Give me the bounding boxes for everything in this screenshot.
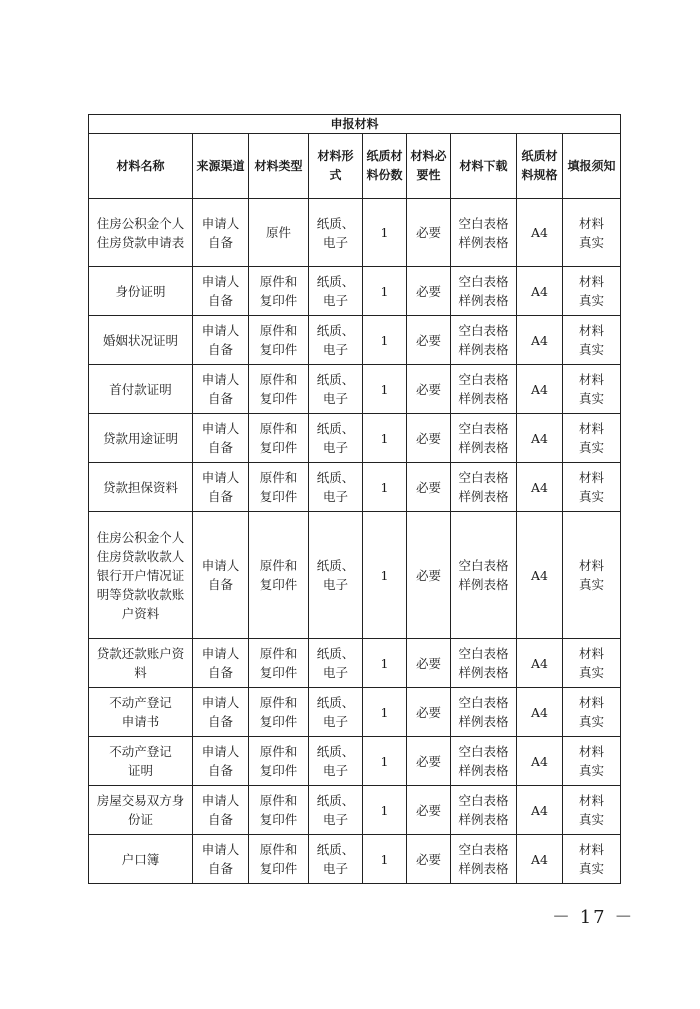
cell-line: 原件和 [259,646,298,661]
material-form-cell [309,688,363,737]
cell-line: 真实 [579,293,605,308]
header-line: 材料 [366,149,403,182]
cell-line: 身份证明 [115,283,166,299]
necessity-cell: 必要 [407,199,451,267]
paper-spec-cell: A4 [517,267,563,316]
material-type-cell [249,316,309,365]
header-line: 材料 [410,149,435,163]
header-line: 材料 [317,149,342,163]
header-line: 规格 [533,168,558,182]
table-body [89,199,621,884]
cell-line: 材料 [579,470,605,485]
cell-line: 原件和 [259,744,298,759]
table-caption: 申报材料 [89,115,621,134]
header-line: 类型 [278,158,303,173]
cell-line: 自备 [207,665,233,680]
cell-line: 申请人 [201,558,240,573]
cell-line: 复印件 [259,714,298,729]
cell-line: 申请人 [201,744,240,759]
cell-line: 样例表格 [458,861,509,876]
download-cell [451,737,517,786]
source-cell [193,639,249,688]
header-line: 材料 [521,149,558,182]
material-form-cell [309,365,363,414]
header-paper-spec [517,134,563,199]
table-row [89,835,621,884]
material-name-cell [89,786,193,835]
necessity-cell: 必要 [407,267,451,316]
paper-copies-cell: 1 [363,639,407,688]
table-row [89,463,621,512]
material-name-cell [89,414,193,463]
table-row [89,414,621,463]
cell-line: 证明 [127,763,153,778]
cell-line: 纸质、 [316,215,355,231]
cell-line: 材料 [579,421,605,436]
cell-line: 真实 [579,489,605,504]
cell-line: 电子 [322,763,348,778]
material-name-cell [89,835,193,884]
cell-line: 材料 [579,274,605,289]
table-row [89,512,621,639]
cell-line: 样例表格 [458,234,509,250]
material-type-cell [249,688,309,737]
cell-line: 贷款用途证明 [102,430,178,446]
cell-line: 复印件 [259,391,298,406]
cell-line: 自备 [207,391,233,406]
material-form-cell [309,512,363,639]
cell-line: 房屋交易双方身 [96,793,185,808]
source-cell [193,414,249,463]
necessity-cell: 必要 [407,688,451,737]
source-cell [193,199,249,267]
cell-line: 真实 [579,342,605,357]
material-type-cell [249,365,309,414]
fill-notice-cell [563,267,621,316]
cell-line: 自备 [207,714,233,729]
material-type-cell [249,835,309,884]
material-form-cell [309,835,363,884]
download-cell [451,639,517,688]
cell-line: 样例表格 [458,391,509,406]
table-row [89,199,621,267]
paper-spec-cell: A4 [517,316,563,365]
material-type-cell [249,199,309,267]
cell-line: 样例表格 [458,293,509,308]
paper-copies-cell: 1 [363,835,407,884]
material-name-cell [89,463,193,512]
paper-copies-cell: 1 [363,267,407,316]
material-name-cell [89,688,193,737]
table-row [89,365,621,414]
cell-line: 空白表格 [458,215,509,231]
paper-copies-cell: 1 [363,414,407,463]
material-type-cell [249,639,309,688]
paper-copies-cell: 1 [363,512,407,639]
necessity-cell: 必要 [407,316,451,365]
paper-spec-cell: A4 [517,835,563,884]
header-line: 材料 [254,158,279,173]
cell-line: 首付款证明 [109,381,172,397]
cell-line: 真实 [579,812,605,827]
material-form-cell [309,737,363,786]
cell-line: 空白表格 [458,793,509,808]
source-cell [193,316,249,365]
necessity-cell: 必要 [407,365,451,414]
header-line: 知 [603,158,616,173]
cell-line: 纸质、 [316,558,355,573]
material-type-cell [249,512,309,639]
header-line: 渠道 [220,158,245,173]
necessity-cell: 必要 [407,639,451,688]
cell-line: 自备 [207,440,233,455]
cell-line: 空白表格 [458,323,509,338]
cell-line: 复印件 [259,763,298,778]
cell-line: 电子 [322,391,348,406]
cell-line: 真实 [579,234,605,250]
cell-line: 申请人 [201,842,240,857]
table-row [89,688,621,737]
paper-spec-cell: A4 [517,688,563,737]
material-form-cell [309,316,363,365]
material-name-cell [89,267,193,316]
material-form-cell [309,786,363,835]
source-cell [193,737,249,786]
fill-notice-cell [563,639,621,688]
cell-line: 住房贷款收款人 [96,548,185,564]
cell-line: 真实 [579,440,605,455]
fill-notice-cell [563,688,621,737]
cell-line: 电子 [322,440,348,455]
header-fill-notice [563,134,621,199]
material-form-cell [309,267,363,316]
material-name-cell [89,316,193,365]
cell-line: 份证 [127,812,153,827]
material-name-cell [89,737,193,786]
cell-line: 自备 [207,342,233,357]
download-cell [451,199,517,267]
paper-copies-cell: 1 [363,365,407,414]
download-cell [451,512,517,639]
download-cell [451,786,517,835]
cell-line: 住房公积金个人 [96,215,185,231]
material-form-cell [309,199,363,267]
cell-line: 不动产登记 [109,695,172,710]
cell-line: 电子 [322,714,348,729]
page-number: － 17 － [552,907,635,928]
header-line: 份数 [378,168,403,182]
cell-line: 样例表格 [458,665,509,680]
cell-line: 样例表格 [458,714,509,729]
paper-copies-cell: 1 [363,688,407,737]
header-line: 填报须 [567,158,604,173]
cell-line: 纸质、 [316,744,355,759]
necessity-cell: 必要 [407,835,451,884]
paper-spec-cell: A4 [517,512,563,639]
paper-copies-cell: 1 [363,737,407,786]
cell-line: 原件和 [259,274,298,289]
download-cell [451,267,517,316]
header-download [451,134,517,199]
cell-line: 自备 [207,234,233,250]
header-line: 必要 [416,149,447,182]
table-row [89,786,621,835]
material-type-cell [249,786,309,835]
cell-line: 银行开户情况证 [96,567,185,583]
fill-notice-cell [563,786,621,835]
cell-line: 电子 [322,293,348,308]
cell-line: 原件和 [259,842,298,857]
cell-line: 原件和 [259,323,298,338]
cell-line: 不动产登记 [109,744,172,759]
table-header-row [89,134,621,199]
cell-line: 复印件 [259,440,298,455]
cell-line: 复印件 [259,665,298,680]
cell-line: 空白表格 [458,421,509,436]
material-name-cell [89,199,193,267]
material-form-cell [309,639,363,688]
paper-copies-cell: 1 [363,463,407,512]
cell-line: 真实 [579,763,605,778]
table-row [89,316,621,365]
material-name-cell [89,365,193,414]
cell-line: 复印件 [259,489,298,504]
cell-line: 纸质、 [316,470,355,485]
download-cell [451,688,517,737]
cell-line: 电子 [322,577,348,592]
cell-line: 自备 [207,763,233,778]
cell-line: 申请人 [201,274,240,289]
cell-line: 空白表格 [458,695,509,710]
fill-notice-cell [563,737,621,786]
fill-notice-cell [563,365,621,414]
cell-line: 复印件 [259,342,298,357]
download-cell [451,414,517,463]
header-line: 形式 [329,149,354,182]
material-type-cell [249,414,309,463]
fill-notice-cell [563,199,621,267]
cell-line: 真实 [579,714,605,729]
cell-line: 复印件 [259,812,298,827]
cell-line: 电子 [322,342,348,357]
paper-spec-cell: A4 [517,639,563,688]
cell-line: 材料 [579,842,605,857]
header-material-name [89,134,193,199]
cell-line: 自备 [207,293,233,308]
cell-line: 电子 [322,812,348,827]
cell-line: 原件和 [259,470,298,485]
cell-line: 电子 [322,665,348,680]
cell-line: 住房公积金个人 [96,529,185,545]
paper-spec-cell: A4 [517,737,563,786]
fill-notice-cell [563,463,621,512]
cell-line: 自备 [207,489,233,504]
source-cell [193,365,249,414]
header-material-type [249,134,309,199]
header-line: 纸质 [521,149,546,163]
cell-line: 申请书 [121,714,160,729]
material-type-cell [249,737,309,786]
header-line: 纸质 [366,149,391,163]
cell-line: 原件和 [259,372,298,387]
cell-line: 样例表格 [458,577,509,592]
header-material-form [309,134,363,199]
cell-line: 申请人 [201,323,240,338]
necessity-cell: 必要 [407,463,451,512]
necessity-cell: 必要 [407,414,451,463]
cell-line: 原件和 [259,793,298,808]
download-cell [451,365,517,414]
cell-line: 自备 [207,577,233,592]
download-cell [451,316,517,365]
header-necessity [407,134,451,199]
material-type-cell [249,267,309,316]
cell-line: 空白表格 [458,470,509,485]
header-line: 来源 [196,158,221,173]
material-type-cell [249,463,309,512]
cell-line: 申请人 [201,470,240,485]
paper-spec-cell: A4 [517,199,563,267]
download-cell [451,463,517,512]
material-name-cell [89,639,193,688]
cell-line: 纸质、 [316,372,355,387]
source-cell [193,267,249,316]
cell-line: 明等贷款收款账 [96,586,185,602]
source-cell [193,786,249,835]
cell-line: 申请人 [201,372,240,387]
cell-line: 真实 [579,665,605,680]
cell-line: 纸质、 [316,274,355,289]
paper-copies-cell: 1 [363,316,407,365]
cell-line: 样例表格 [458,342,509,357]
necessity-cell: 必要 [407,786,451,835]
cell-line: 纸质、 [316,323,355,338]
cell-line: 申请人 [201,793,240,808]
paper-copies-cell: 1 [363,199,407,267]
cell-line: 自备 [207,812,233,827]
cell-line: 申请人 [201,695,240,710]
cell-line: 材料 [579,744,605,759]
necessity-cell: 必要 [407,737,451,786]
fill-notice-cell [563,414,621,463]
cell-line: 电子 [322,234,348,250]
cell-line: 申请人 [201,646,240,661]
fill-notice-cell [563,835,621,884]
header-paper-copies [363,134,407,199]
header-line: 材料名称 [116,158,165,173]
cell-line: 电子 [322,861,348,876]
cell-line: 样例表格 [458,489,509,504]
cell-line: 空白表格 [458,274,509,289]
cell-line: 空白表格 [458,558,509,573]
cell-line: 原件和 [259,421,298,436]
cell-line: 贷款担保资料 [102,479,178,495]
necessity-cell: 必要 [407,512,451,639]
cell-line: 原件 [265,225,291,240]
header-line: 性 [428,168,441,182]
cell-line: 纸质、 [316,695,355,710]
material-form-cell [309,463,363,512]
header-source [193,134,249,199]
cell-line: 材料 [579,793,605,808]
cell-line: 材料 [579,215,605,231]
fill-notice-cell [563,316,621,365]
header-line: 材料下载 [459,158,508,173]
cell-line: 纸质、 [316,793,355,808]
paper-spec-cell: A4 [517,365,563,414]
cell-line: 真实 [579,577,605,592]
cell-line: 纸质、 [316,646,355,661]
table-row [89,267,621,316]
cell-line: 样例表格 [458,440,509,455]
cell-line: 材料 [579,323,605,338]
source-cell [193,512,249,639]
cell-line: 住房贷款申请表 [96,234,185,250]
cell-line: 复印件 [259,577,298,592]
material-name-cell [89,512,193,639]
cell-line: 复印件 [259,293,298,308]
cell-line: 申请人 [201,215,240,231]
table-row [89,639,621,688]
cell-line: 真实 [579,861,605,876]
paper-spec-cell: A4 [517,463,563,512]
cell-line: 真实 [579,391,605,406]
cell-line: 原件和 [259,695,298,710]
cell-line: 申请人 [201,421,240,436]
cell-line: 样例表格 [458,812,509,827]
source-cell [193,463,249,512]
materials-table [88,114,621,884]
cell-line: 户资料 [121,605,160,621]
cell-line: 纸质、 [316,842,355,857]
cell-line: 贷款还款账户资 [96,646,185,661]
material-form-cell [309,414,363,463]
cell-line: 户口簿 [121,851,160,867]
cell-line: 材料 [579,646,605,661]
fill-notice-cell [563,512,621,639]
cell-line: 婚姻状况证明 [102,332,178,348]
cell-line: 空白表格 [458,744,509,759]
cell-line: 空白表格 [458,372,509,387]
cell-line: 样例表格 [458,763,509,778]
cell-line: 材料 [579,558,605,573]
download-cell [451,835,517,884]
paper-spec-cell: A4 [517,414,563,463]
table-row [89,737,621,786]
cell-line: 电子 [322,489,348,504]
cell-line: 料 [134,665,147,680]
source-cell [193,835,249,884]
cell-line: 材料 [579,372,605,387]
cell-line: 原件和 [259,558,298,573]
cell-line: 空白表格 [458,842,509,857]
cell-line: 材料 [579,695,605,710]
source-cell [193,688,249,737]
cell-line: 复印件 [259,861,298,876]
paper-copies-cell: 1 [363,786,407,835]
cell-line: 空白表格 [458,646,509,661]
paper-spec-cell: A4 [517,786,563,835]
cell-line: 自备 [207,861,233,876]
cell-line: 纸质、 [316,421,355,436]
